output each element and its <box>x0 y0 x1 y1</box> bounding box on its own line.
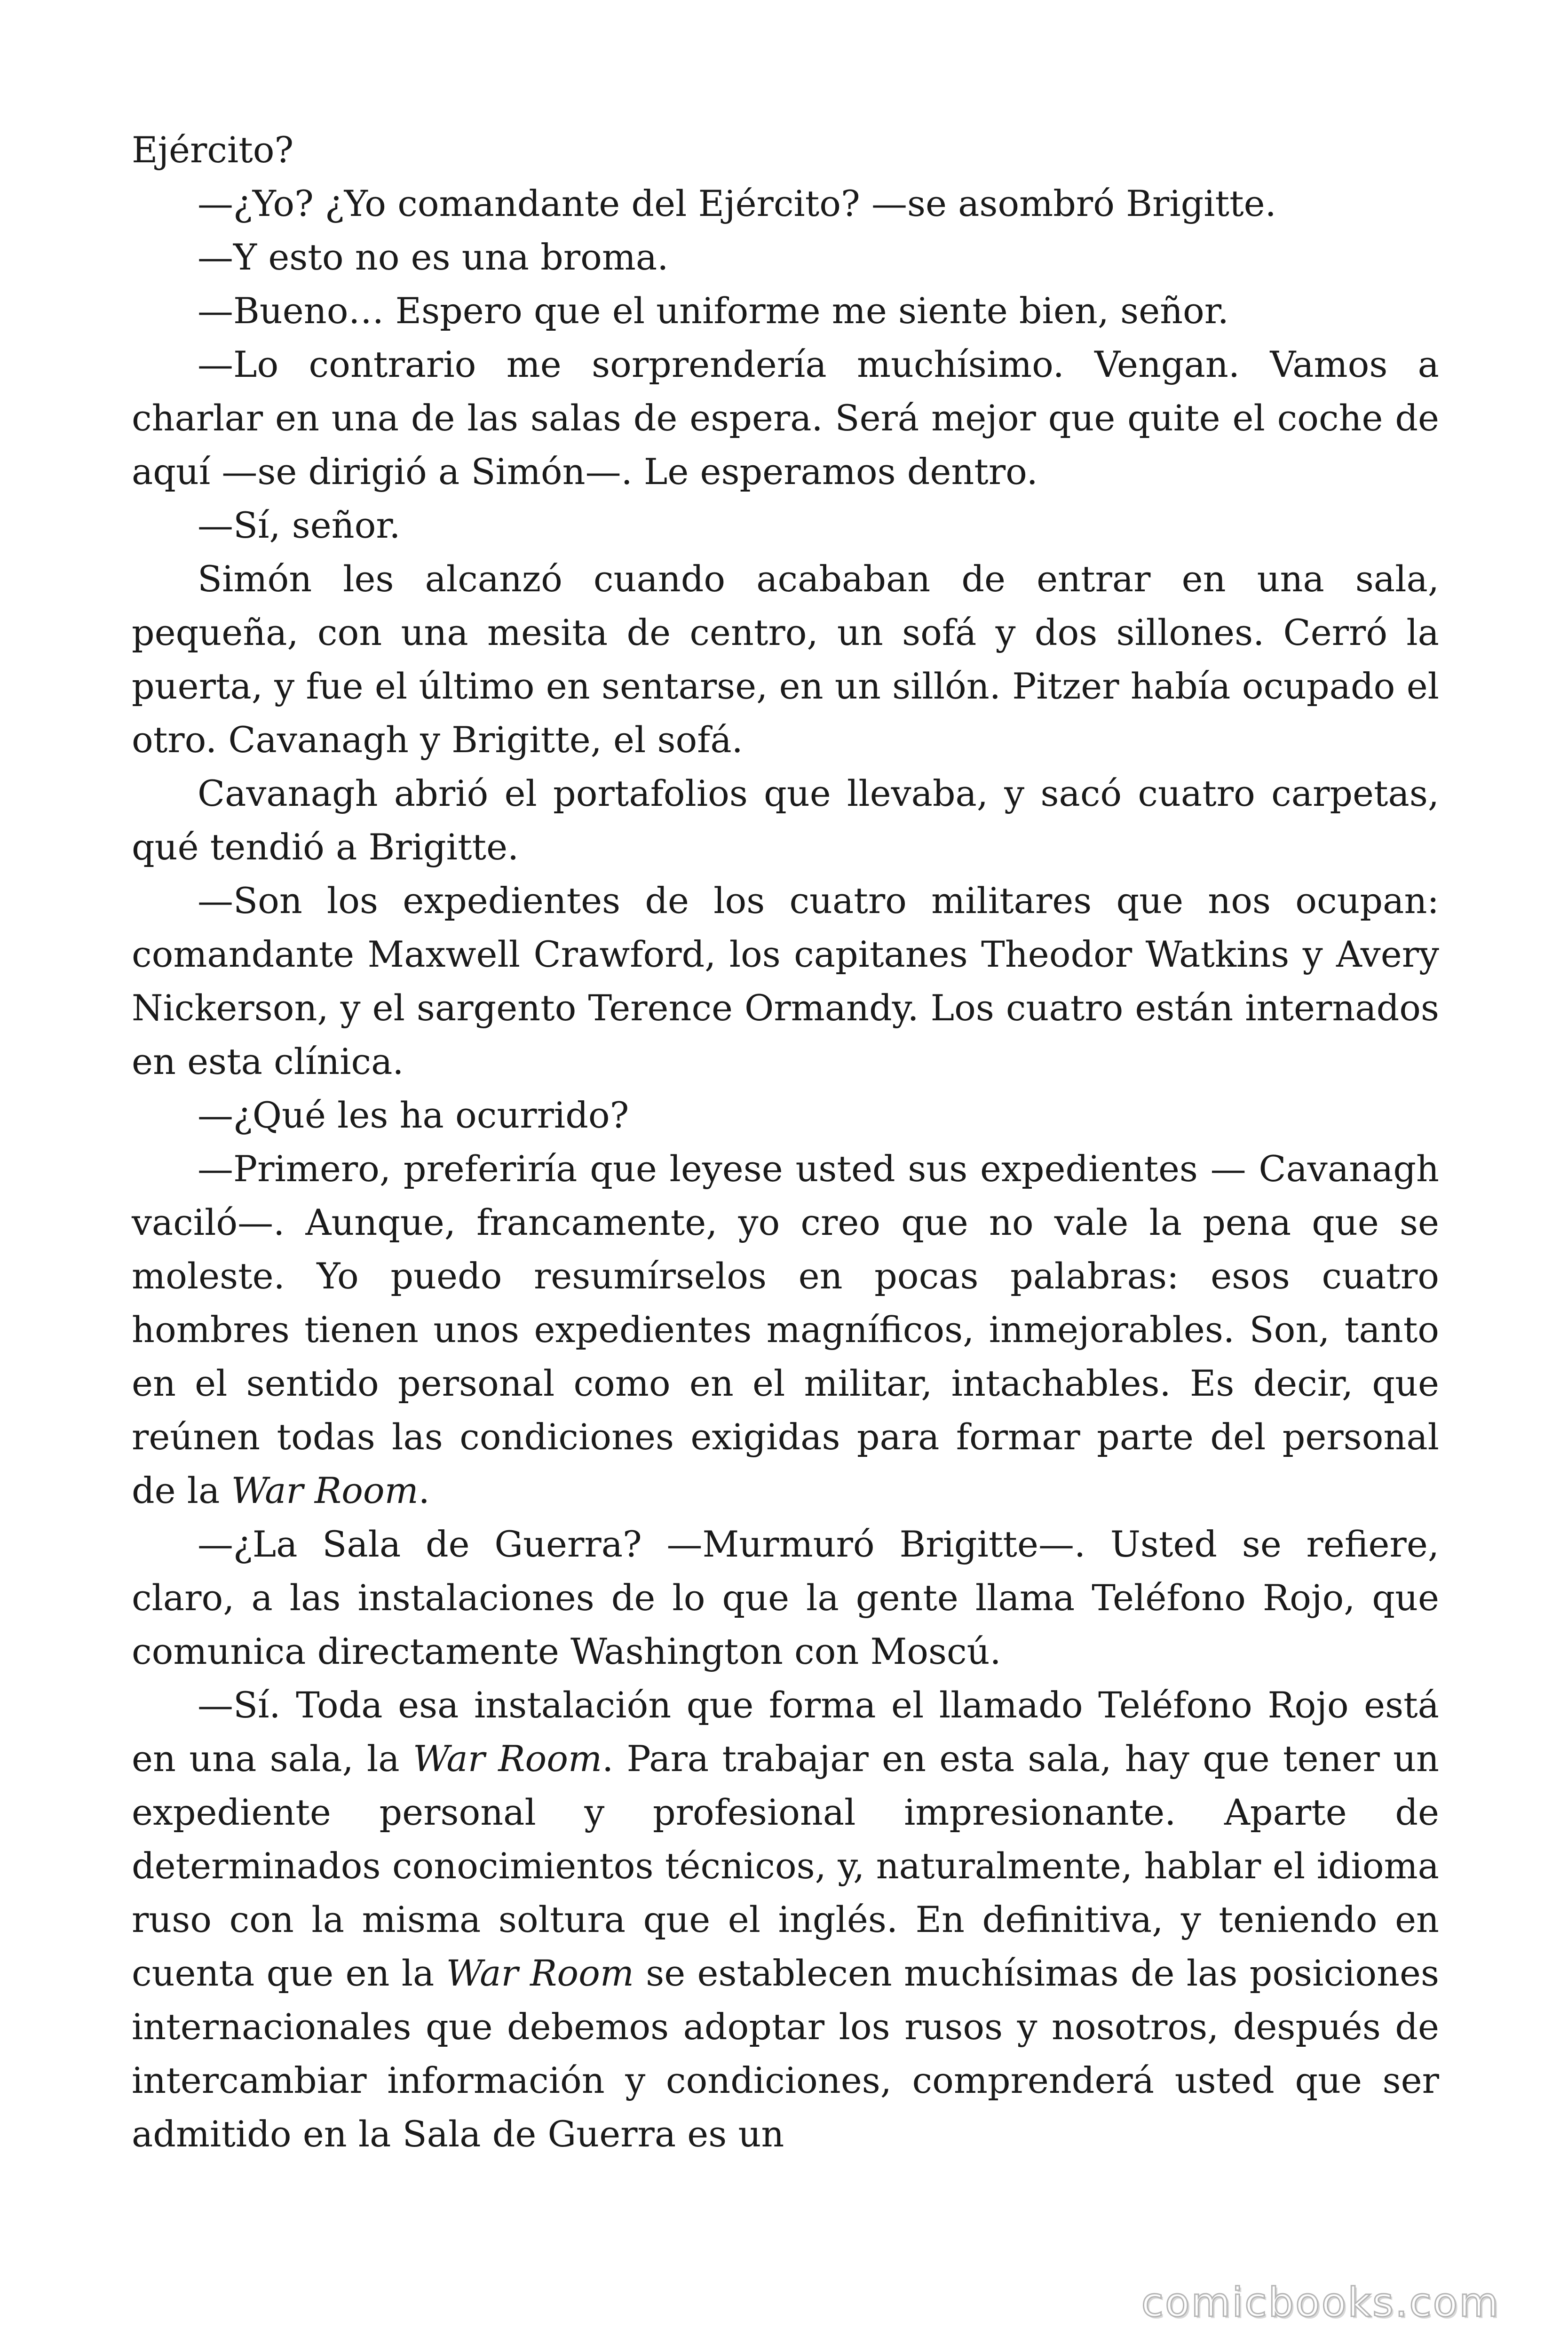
italic-term: War Room <box>231 1470 419 1511</box>
paragraph <box>132 230 1439 284</box>
body-text <box>132 123 1439 2161</box>
text-segment: —¿Qué les ha ocurrido? <box>198 1094 629 1136</box>
italic-term: War Room <box>412 1738 602 1780</box>
text-segment: . <box>418 1470 430 1511</box>
text-segment: —Bueno… Espero que el uniforme me siente bien, señor. <box>198 290 1229 332</box>
paragraph <box>132 338 1439 499</box>
text-segment: —Son los expedientes de los cuatro militares que nos ocupan: comandante Maxwell Crawford, los capitanes Theodor Watkins y Avery Nickerson, y el sargento Terence Ormandy. Los cuatro están internados en esta clínica. <box>132 880 1439 1082</box>
text-segment: se establecen muchísimas de las posiciones internacionales que debemos adoptar los rusos y nosotros, después de intercambiar información y condiciones, comprenderá usted que ser admitido en la Sala de Guerra es un <box>132 1952 1440 2155</box>
paragraph <box>132 767 1439 874</box>
paragraph <box>132 552 1439 767</box>
paragraph <box>132 284 1439 338</box>
text-segment: —Lo contrario me sorprendería muchísimo. Vengan. Vamos a charlar en una de las salas de espera. Será mejor que quite el coche de aquí —se dirigió a Simón—. Le esperamos dentro. <box>132 343 1439 493</box>
paragraph <box>132 1142 1439 1518</box>
text-segment: —Y esto no es una broma. <box>198 236 669 278</box>
paragraph <box>132 1089 1439 1142</box>
paragraph <box>132 1518 1439 1678</box>
text-segment: Ejército? <box>132 129 294 171</box>
paragraph <box>132 1678 1439 2161</box>
text-segment: —Sí. Toda esa instalación que forma el llamado Teléfono Rojo está en una sala, la <box>132 1684 1439 1780</box>
text-segment: —Primero, preferiría que leyese usted sus expedientes — Cavanagh vaciló—. Aunque, francamente, yo creo que no vale la pena que se moleste. Yo puedo resumírselos en pocas palabras: esos cuatro hombres tienen unos expedientes magníficos, inmejorables. Son, tanto en el sentido personal como en el militar, intachables. Es decir, que reúnen todas las condiciones exigidas para formar parte del personal de la <box>132 1148 1439 1511</box>
text-segment: —Sí, señor. <box>198 504 401 546</box>
paragraph <box>132 177 1439 230</box>
paragraph <box>132 874 1439 1089</box>
text-segment: Simón les alcanzó cuando acababan de entrar en una sala, pequeña, con una mesita de centro, un sofá y dos sillones. Cerró la puerta, y fue el último en sentarse, en un sillón. Pitzer había ocupado el otro. Cavanagh y Brigitte, el sofá. <box>132 558 1439 761</box>
text-segment: —¿Yo? ¿Yo comandante del Ejército? —se asombró Brigitte. <box>198 183 1276 224</box>
paragraph <box>132 123 1439 177</box>
text-segment: Cavanagh abrió el portafolios que llevaba, y sacó cuatro carpetas, qué tendió a Brigitte. <box>132 772 1439 868</box>
paragraph <box>132 499 1439 552</box>
watermark: comicbooks.com <box>1141 2279 1500 2326</box>
italic-term: War Room <box>446 1952 634 1994</box>
text-segment: —¿La Sala de Guerra? —Murmuró Brigitte—. Usted se refiere, claro, a las instalaciones de lo que la gente llama Teléfono Rojo, que comunica directamente Washington con Moscú. <box>132 1523 1439 1672</box>
text-segment: . Para trabajar en esta sala, hay que tener un expediente personal y profesional impresionante. Aparte de determinados conocimientos técnicos, y, naturalmente, hablar el idioma ruso con la misma soltura que el inglés. En definitiva, y teniendo en cuenta que en la <box>132 1738 1439 1994</box>
